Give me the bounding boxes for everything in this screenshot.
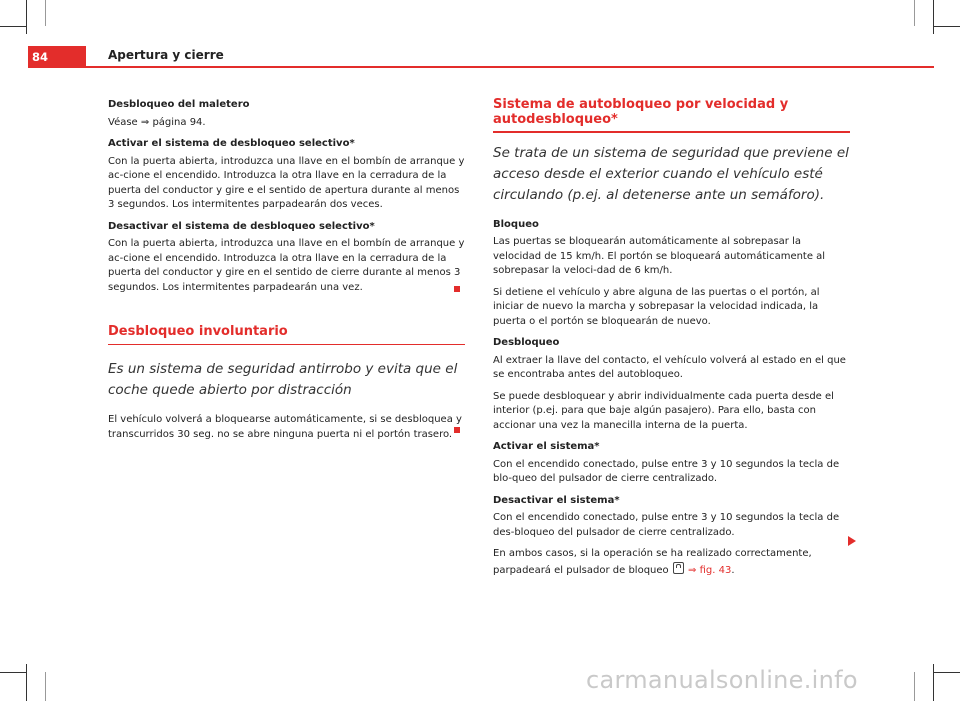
right-column (493, 98, 850, 585)
crop-mark (914, 672, 915, 701)
lock-text-1: Las puertas se bloquearán automáticamente al sobrepasar la velocidad de 15 km/h. El portón se bloqueará automáticamente al sobrepasar la veloci-dad de 6 km/h. (493, 236, 826, 276)
crop-mark (0, 672, 26, 673)
activate-system-text: Con el encendido conectado, pulse entre 3 y 10 segundos la tecla de blo-queo del pulsador de cierre centralizado. (493, 458, 840, 484)
crop-mark (933, 0, 934, 34)
crop-mark (45, 672, 46, 701)
unlock-text-2: Se puede desbloquear y abrir individualmente cada puerta desde el interior (p.ej. para que baje algún pasajero). Para ello, basta con accionar una vez la manecilla interna de la puerta. (493, 390, 834, 431)
subheading-trunk-unlock: Desbloqueo del maletero (108, 99, 250, 110)
section-title-involuntary-unlock: Desbloqueo involuntario (108, 324, 288, 339)
crop-mark (933, 672, 960, 673)
section-intro: Es un sistema de seguridad antirrobo y evita que el coche quede abierto por distracción (108, 361, 458, 398)
section-rule (108, 344, 465, 346)
figure-reference-link[interactable]: ⇒ fig. 43 (688, 564, 732, 576)
activate-selective-text: Con la puerta abierta, introduzca una llave en el bombín de arranque y ac-cione el encendido. Introduzca la otra llave en la cerradura de la puerta del conductor y gire e el sentido de apertura durante al menos 3 segundos. Los intermitentes parpadearán dos veces. (108, 155, 465, 210)
section-intro: Se trata de un sistema de seguridad que previene el acceso desde el exterior cuando el vehículo esté circulando (p.ej. al detenerse ante un semáforo). (493, 144, 849, 203)
chapter-title: Apertura y cierre (108, 48, 224, 62)
section-title-autolock: Sistema de autobloqueo por velocidad y autodesbloqueo* (493, 97, 789, 127)
crop-mark (26, 664, 27, 701)
crop-mark (45, 0, 46, 26)
crop-mark (0, 26, 26, 27)
subheading-deactivate-selective: Desactivar el sistema de desbloqueo selectivo* (108, 220, 375, 232)
crop-mark (933, 664, 934, 701)
subheading-deactivate-system: Desactivar el sistema* (493, 494, 620, 506)
end-square-icon (454, 427, 460, 433)
end-square-icon (454, 286, 460, 292)
header-rule (86, 66, 934, 68)
subheading-activate-selective: Activar el sistema de desbloqueo selectivo* (108, 138, 355, 149)
arrow-right-icon (848, 536, 856, 546)
involuntary-unlock-text: El vehículo volverá a bloquearse automáticamente, si se desbloquea y transcurridos 30 seg. no se abre ninguna puerta ni el portón trasero. (108, 414, 462, 440)
subheading-activate-system: Activar el sistema* (493, 441, 600, 452)
section-rule (493, 131, 850, 133)
crop-mark (26, 0, 27, 34)
final-paragraph (493, 547, 850, 578)
crop-mark (914, 0, 915, 26)
deactivate-selective-text: Con la puerta abierta, introduzca una llave en el bombín de arranque y ac-cione el encendido. Introduzca la otra llave en la cerradura de la puerta del conductor y gire en el sentido de cierre durante al menos 3 segundos. Los intermitentes parpadearán una vez. (108, 238, 465, 293)
lock-icon (673, 562, 684, 574)
trunk-unlock-text: Véase ⇒ página 94. (108, 116, 206, 128)
left-column (108, 98, 465, 449)
final-period: . (731, 564, 735, 576)
watermark: carmanualsonline.info (586, 666, 858, 694)
crop-mark (933, 26, 960, 27)
unlock-text-1: Al extraer la llave del contacto, el vehículo volverá al estado en el que se encontraba antes del autobloqueo. (493, 354, 846, 380)
subheading-unlock: Desbloqueo (493, 337, 560, 348)
final-text: En ambos casos, si la operación se ha realizado correctamente, parpadeará el pulsador de bloqueo (493, 548, 812, 576)
deactivate-system-text: Con el encendido conectado, pulse entre 3 y 10 segundos la tecla de des-bloqueo del pulsador de cierre centralizado. (493, 512, 840, 538)
subheading-lock: Bloqueo (493, 218, 539, 230)
page-number: 84 (28, 46, 86, 68)
lock-text-2: Si detiene el vehículo y abre alguna de las puertas o el portón, al iniciar de nuevo la marcha y sobrepasar la velocidad indicada, la puerta o el portón se bloquearán de nuevo. (493, 286, 820, 327)
